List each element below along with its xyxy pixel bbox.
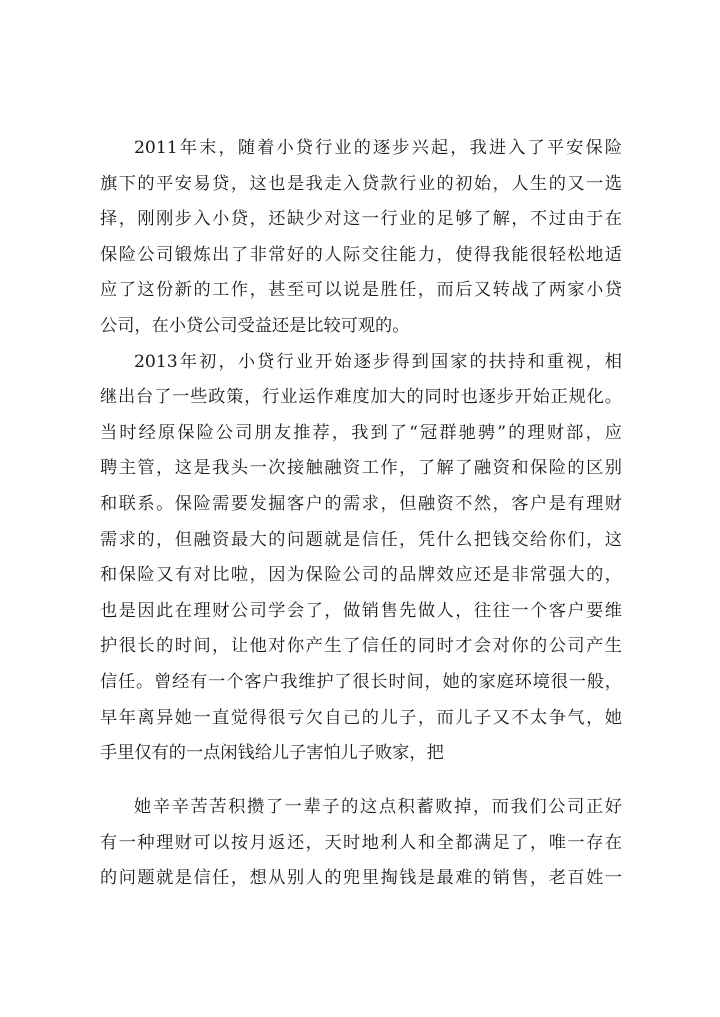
text-line: 的问题就是信任，想从别人的兜里掏钱是最难的销售，老百姓一 (100, 868, 622, 889)
text-line: 当时经原保险公司朋友推荐，我到了“冠群驰骋”的理财部，应 (100, 422, 622, 443)
text-line: 护很长的时间，让他对你产生了信任的同时才会对你的公司产生 (100, 636, 622, 657)
text-line: 有一种理财可以按月返还，天时地利人和全都满足了，唯一存在 (100, 832, 622, 853)
text-line: 她辛辛苦苦积攒了一辈子的这点积蓄败掉，而我们公司正好 (134, 797, 622, 817)
text-line: 继出台了一些政策，行业运作难度加大的同时也逐步开始正规化。 (100, 387, 622, 408)
text-block-2 (100, 790, 622, 897)
text-line: 信任。曾经有一个客户我维护了很长时间，她的家庭环境很一般， (100, 671, 622, 692)
text-line: 2011年末，随着小贷行业的逐步兴起，我进入了平安保险 (134, 138, 622, 158)
text-line: 手里仅有的一点闲钱给儿子害怕儿子败家，把 (100, 743, 444, 764)
text-line: 择，刚刚步入小贷，还缺少对这一行业的足够了解，不过由于在 (100, 209, 622, 230)
text-line: 应了这份新的工作，甚至可以说是胜任，而后又转战了两家小贷 (100, 280, 622, 301)
text-line: 2013年初，小贷行业开始逐步得到国家的扶持和重视，相 (134, 351, 622, 372)
text-line: 和联系。保险需要发掘客户的需求，但融资不然，客户是有理财 (100, 493, 622, 514)
text-line: 公司，在小贷公司受益还是比较可观的。 (100, 315, 410, 336)
text-line: 也是因此在理财公司学会了，做销售先做人，往往一个客户要维 (100, 600, 622, 621)
text-block-1 (100, 131, 622, 772)
text-line: 早年离异她一直觉得很亏欠自己的儿子，而儿子又不太争气，她 (100, 707, 622, 728)
text-line: 需求的，但融资最大的问题就是信任，凭什么把钱交给你们，这 (100, 529, 622, 550)
text-line: 和保险又有对比啦，因为保险公司的品牌效应还是非常强大的， (100, 565, 622, 586)
text-line: 旗下的平安易贷，这也是我走入贷款行业的初始，人生的又一选 (100, 173, 622, 194)
text-line: 聘主管，这是我头一次接触融资工作，了解了融资和保险的区别 (100, 458, 622, 479)
text-line: 保险公司锻炼出了非常好的人际交往能力，使得我能很轻松地适 (100, 244, 622, 265)
